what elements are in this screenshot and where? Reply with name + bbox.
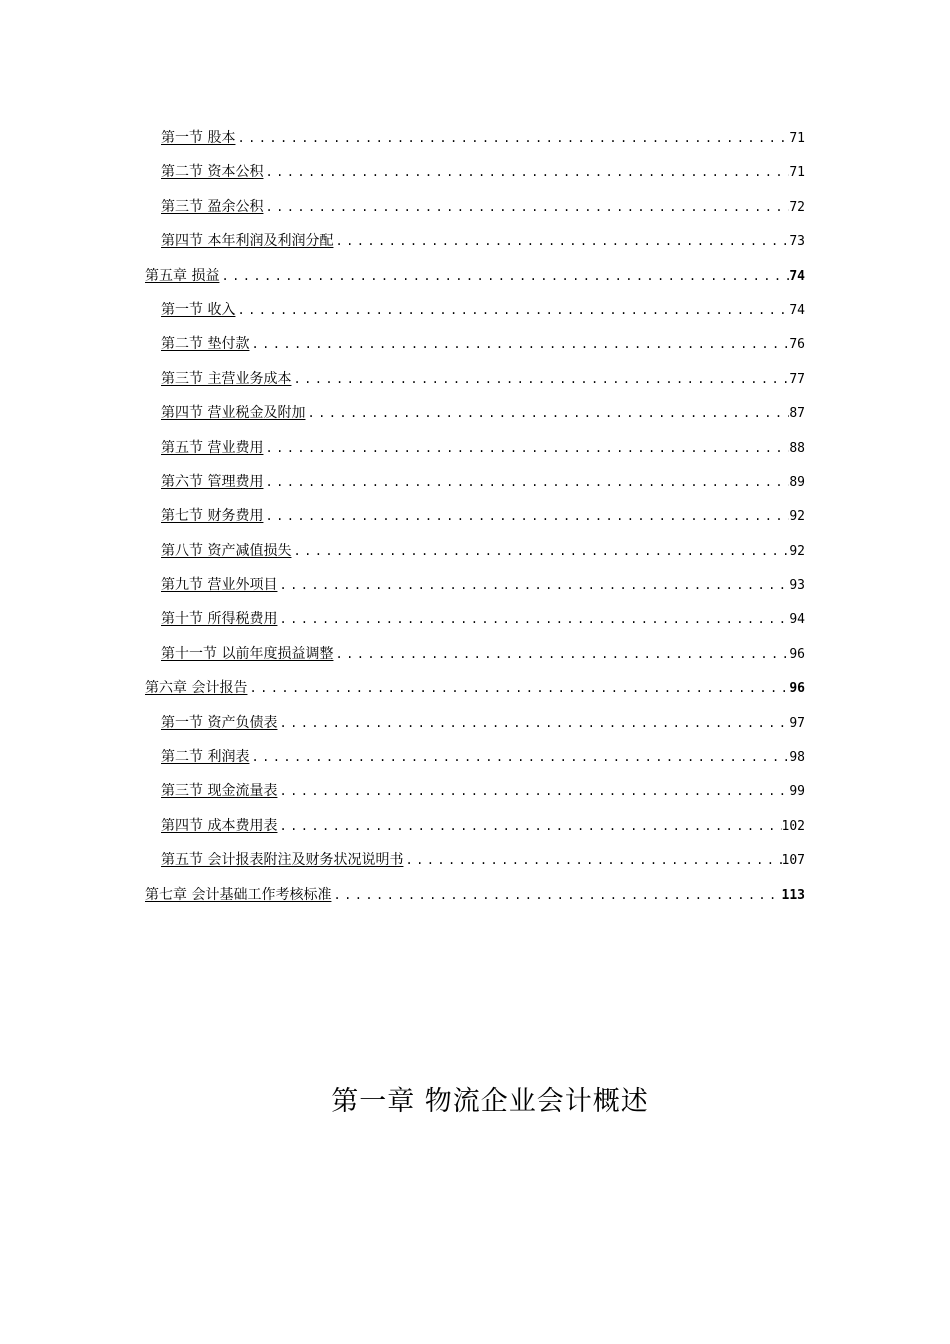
toc-section-entry[interactable]	[0, 190, 950, 224]
toc-entry-link[interactable]: 第七节 财务费用	[161, 508, 264, 525]
toc-page-number: 76	[789, 337, 805, 353]
toc-entry-link[interactable]: 第七章 会计基础工作考核标准	[145, 886, 332, 903]
toc-entry-link[interactable]: 第九节 营业外项目	[161, 577, 278, 594]
toc-section-entry[interactable]	[0, 431, 950, 465]
toc-dot-leader	[277, 809, 781, 843]
toc-entry-link[interactable]: 第二节 垫付款	[161, 336, 250, 353]
toc-page-number: 72	[789, 199, 805, 215]
toc-dot-leader	[263, 155, 789, 189]
toc-page-number: 87	[789, 406, 805, 422]
toc-page-number: 107	[781, 853, 805, 869]
toc-dot-leader	[249, 740, 789, 774]
toc-entry-link[interactable]: 第八节 资产减值损失	[161, 542, 292, 559]
chapter-heading: 第一章 物流企业会计概述	[331, 1086, 649, 1117]
toc-dot-leader	[219, 259, 789, 293]
toc-entry-link[interactable]: 第二节 资本公积	[161, 164, 264, 181]
toc-page-number: 89	[789, 474, 805, 490]
toc-dot-leader	[333, 224, 789, 258]
toc-section-entry[interactable]	[0, 121, 950, 155]
toc-dot-leader	[263, 190, 789, 224]
toc-entry-link[interactable]: 第四节 营业税金及附加	[161, 405, 306, 422]
toc-page-number: 92	[789, 509, 805, 525]
toc-entry-link[interactable]: 第五节 会计报表附注及财务状况说明书	[161, 852, 404, 869]
toc-section-entry[interactable]	[0, 740, 950, 774]
toc-dot-leader	[263, 431, 789, 465]
toc-page-number: 99	[789, 784, 805, 800]
toc-entry-link[interactable]: 第一节 收入	[161, 301, 236, 318]
toc-entry-link[interactable]: 第四节 本年利润及利润分配	[161, 233, 334, 250]
toc-section-entry[interactable]	[0, 706, 950, 740]
toc-dot-leader	[403, 843, 781, 877]
toc-chapter-entry[interactable]	[0, 671, 950, 705]
toc-entry-link[interactable]: 第十一节 以前年度损益调整	[161, 645, 334, 662]
toc-entry-link[interactable]: 第三节 盈余公积	[161, 198, 264, 215]
toc-entry-link[interactable]: 第一节 资产负债表	[161, 714, 278, 731]
toc-dot-leader	[331, 878, 781, 912]
toc-section-entry[interactable]	[0, 637, 950, 671]
toc-dot-leader	[263, 499, 789, 533]
toc-dot-leader	[263, 465, 789, 499]
toc-dot-leader	[277, 602, 789, 636]
toc-dot-leader	[247, 671, 789, 705]
toc-entry-link[interactable]: 第六节 管理费用	[161, 473, 264, 490]
toc-entry-link[interactable]: 第一节 股本	[161, 130, 236, 146]
toc-chapter-entry[interactable]	[0, 878, 950, 912]
toc-page-number: 98	[789, 750, 805, 766]
toc-dot-leader	[305, 396, 789, 430]
toc-entry-link[interactable]: 第五章 损益	[145, 267, 220, 284]
table-of-contents	[0, 121, 950, 912]
toc-page-number: 74	[789, 268, 805, 284]
toc-page-number: 71	[789, 131, 805, 146]
toc-chapter-entry[interactable]	[0, 259, 950, 293]
toc-page-number: 94	[789, 612, 805, 628]
toc-section-entry[interactable]	[0, 396, 950, 430]
toc-dot-leader	[291, 534, 789, 568]
toc-entry-link[interactable]: 第三节 现金流量表	[161, 783, 278, 800]
toc-section-entry[interactable]	[0, 602, 950, 636]
toc-section-entry[interactable]	[0, 362, 950, 396]
toc-section-entry[interactable]	[0, 465, 950, 499]
toc-entry-link[interactable]: 第五节 营业费用	[161, 439, 264, 456]
toc-section-entry[interactable]	[0, 809, 950, 843]
toc-section-entry[interactable]	[0, 843, 950, 877]
toc-section-entry[interactable]	[0, 293, 950, 327]
toc-page-number: 73	[789, 234, 805, 250]
toc-page-number: 113	[781, 887, 805, 903]
toc-entry-link[interactable]: 第十节 所得税费用	[161, 611, 278, 628]
toc-section-entry[interactable]	[0, 224, 950, 258]
toc-section-entry[interactable]	[0, 155, 950, 189]
toc-section-entry[interactable]	[0, 327, 950, 361]
toc-dot-leader	[277, 706, 789, 740]
toc-page-number: 97	[789, 715, 805, 731]
toc-page-number: 96	[789, 646, 805, 662]
toc-page-number: 102	[781, 818, 805, 834]
toc-entry-link[interactable]: 第六章 会计报告	[145, 680, 248, 697]
toc-page-number: 93	[789, 578, 805, 594]
toc-dot-leader	[291, 362, 789, 396]
toc-page-number: 74	[789, 302, 805, 318]
toc-dot-leader	[235, 293, 789, 327]
toc-page-number: 96	[789, 681, 805, 697]
toc-dot-leader	[333, 637, 789, 671]
toc-section-entry[interactable]	[0, 568, 950, 602]
toc-page-number: 71	[789, 165, 805, 181]
toc-page-number: 77	[789, 371, 805, 387]
toc-section-entry[interactable]	[0, 499, 950, 533]
toc-dot-leader	[235, 121, 789, 155]
toc-section-entry[interactable]	[0, 534, 950, 568]
toc-page-number: 88	[789, 440, 805, 456]
toc-section-entry[interactable]	[0, 774, 950, 808]
toc-entry-link[interactable]: 第三节 主营业务成本	[161, 370, 292, 387]
toc-entry-link[interactable]: 第四节 成本费用表	[161, 817, 278, 834]
toc-dot-leader	[277, 568, 789, 602]
toc-entry-link[interactable]: 第二节 利润表	[161, 749, 250, 766]
toc-page-number: 92	[789, 543, 805, 559]
toc-dot-leader	[249, 327, 789, 361]
toc-dot-leader	[277, 774, 789, 808]
